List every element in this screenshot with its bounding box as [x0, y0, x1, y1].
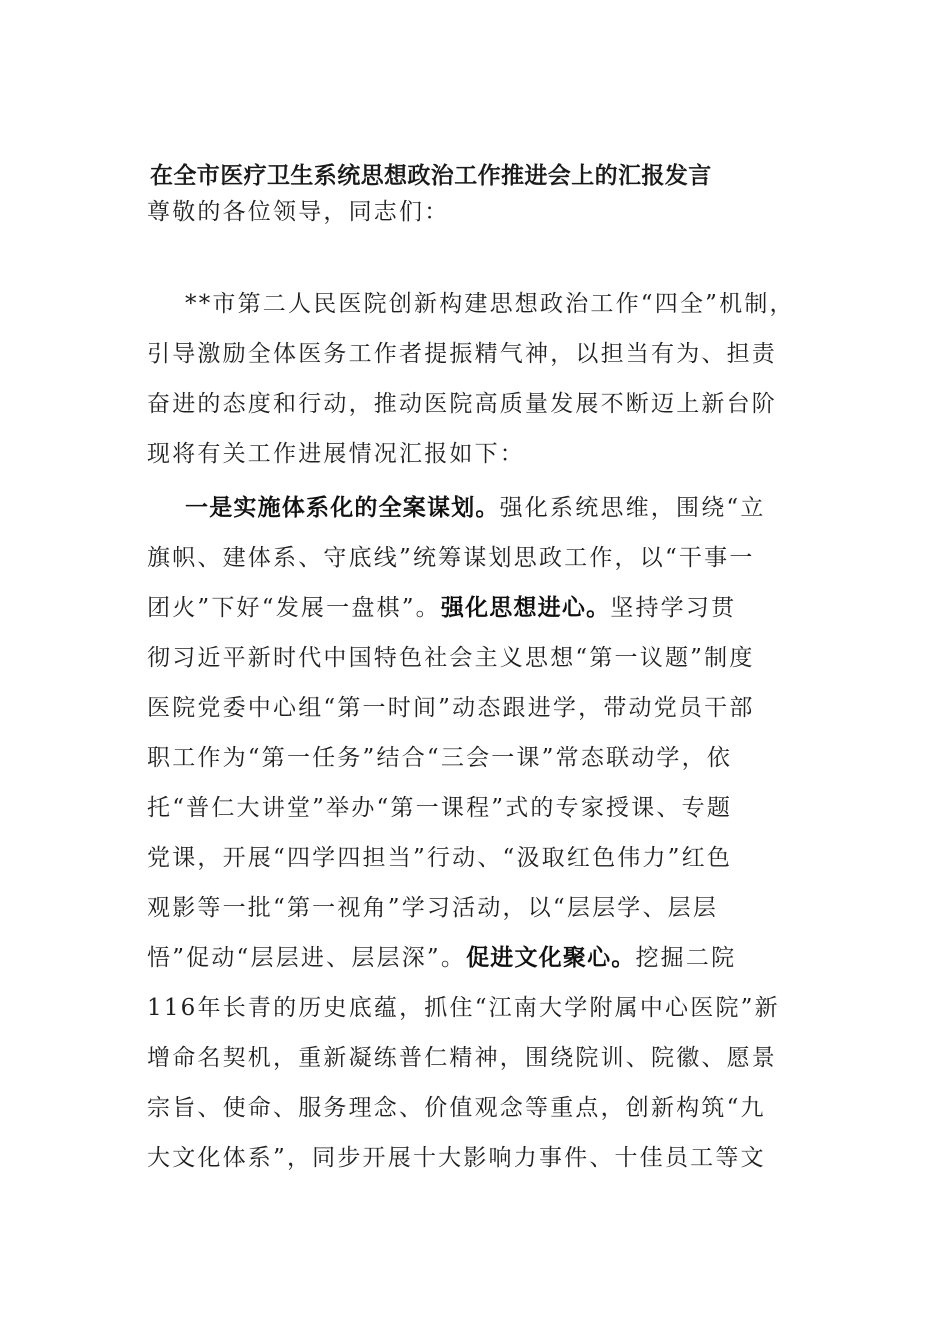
salutation: 尊敬的各位领导，同志们：	[147, 199, 450, 225]
body-text: 团火”下好“发展一盘棋”。	[147, 595, 441, 621]
body-line	[147, 483, 827, 533]
body-line: 增命名契机，重新凝练普仁精神，围绕院训、院徽、愿景	[147, 1045, 777, 1071]
body-line: 彻习近平新时代中国特色社会主义思想“第一议题”制度	[147, 645, 755, 671]
section-one-paragraph	[147, 483, 827, 1183]
body-line	[147, 583, 827, 633]
body-line: 职工作为“第一任务”结合“三会一课”常态联动学，依	[147, 745, 733, 771]
body-line: 旗帜、建体系、守底线”统筹谋划思政工作，以“干事一	[147, 545, 755, 571]
intro-line: 引导激励全体医务工作者提振精气神，以担当有为、担责	[147, 341, 777, 367]
body-line: 大文化体系”，同步开展十大影响力事件、十佳员工等文	[147, 1145, 766, 1171]
body-text: 坚持学习贯	[610, 595, 737, 621]
body-line: 党课，开展“四学四担当”行动、“汲取红色伟力”红色	[147, 845, 733, 871]
body-line: 托“普仁大讲堂”举办“第一课程”式的专家授课、专题	[147, 795, 733, 821]
body-line: 宗旨、使命、服务理念、价值观念等重点，创新构筑“九	[147, 1095, 766, 1121]
subsection-heading: 促进文化聚心。	[466, 945, 636, 971]
body-line: 观影等一批“第一视角”学习活动，以“层层学、层层	[147, 895, 719, 921]
section-heading: 一是实施体系化的全案谋划。	[185, 495, 500, 521]
body-text: 强化系统思维，围绕“立	[499, 495, 766, 521]
intro-line: 奋进的态度和行动，推动医院高质量发展不断迈上新台阶	[147, 391, 777, 417]
body-text: 挖掘二院	[635, 945, 737, 971]
intro-line: **市第二人民医院创新构建思想政治工作“四全”机制，	[185, 291, 795, 317]
body-line: 116年长青的历史底蕴，抓住“江南大学附属中心医院”新	[147, 995, 780, 1021]
document-title: 在全市医疗卫生系统思想政治工作推进会上的汇报发言	[150, 163, 712, 189]
body-line: 医院党委中心组“第一时间”动态跟进学，带动党员干部	[147, 695, 755, 721]
body-text: 悟”促动“层层进、层层深”。	[147, 945, 467, 971]
body-line	[147, 933, 827, 983]
intro-line: 现将有关工作进展情况汇报如下：	[147, 441, 525, 467]
intro-paragraph	[147, 279, 827, 479]
subsection-heading: 强化思想进心。	[440, 595, 611, 621]
